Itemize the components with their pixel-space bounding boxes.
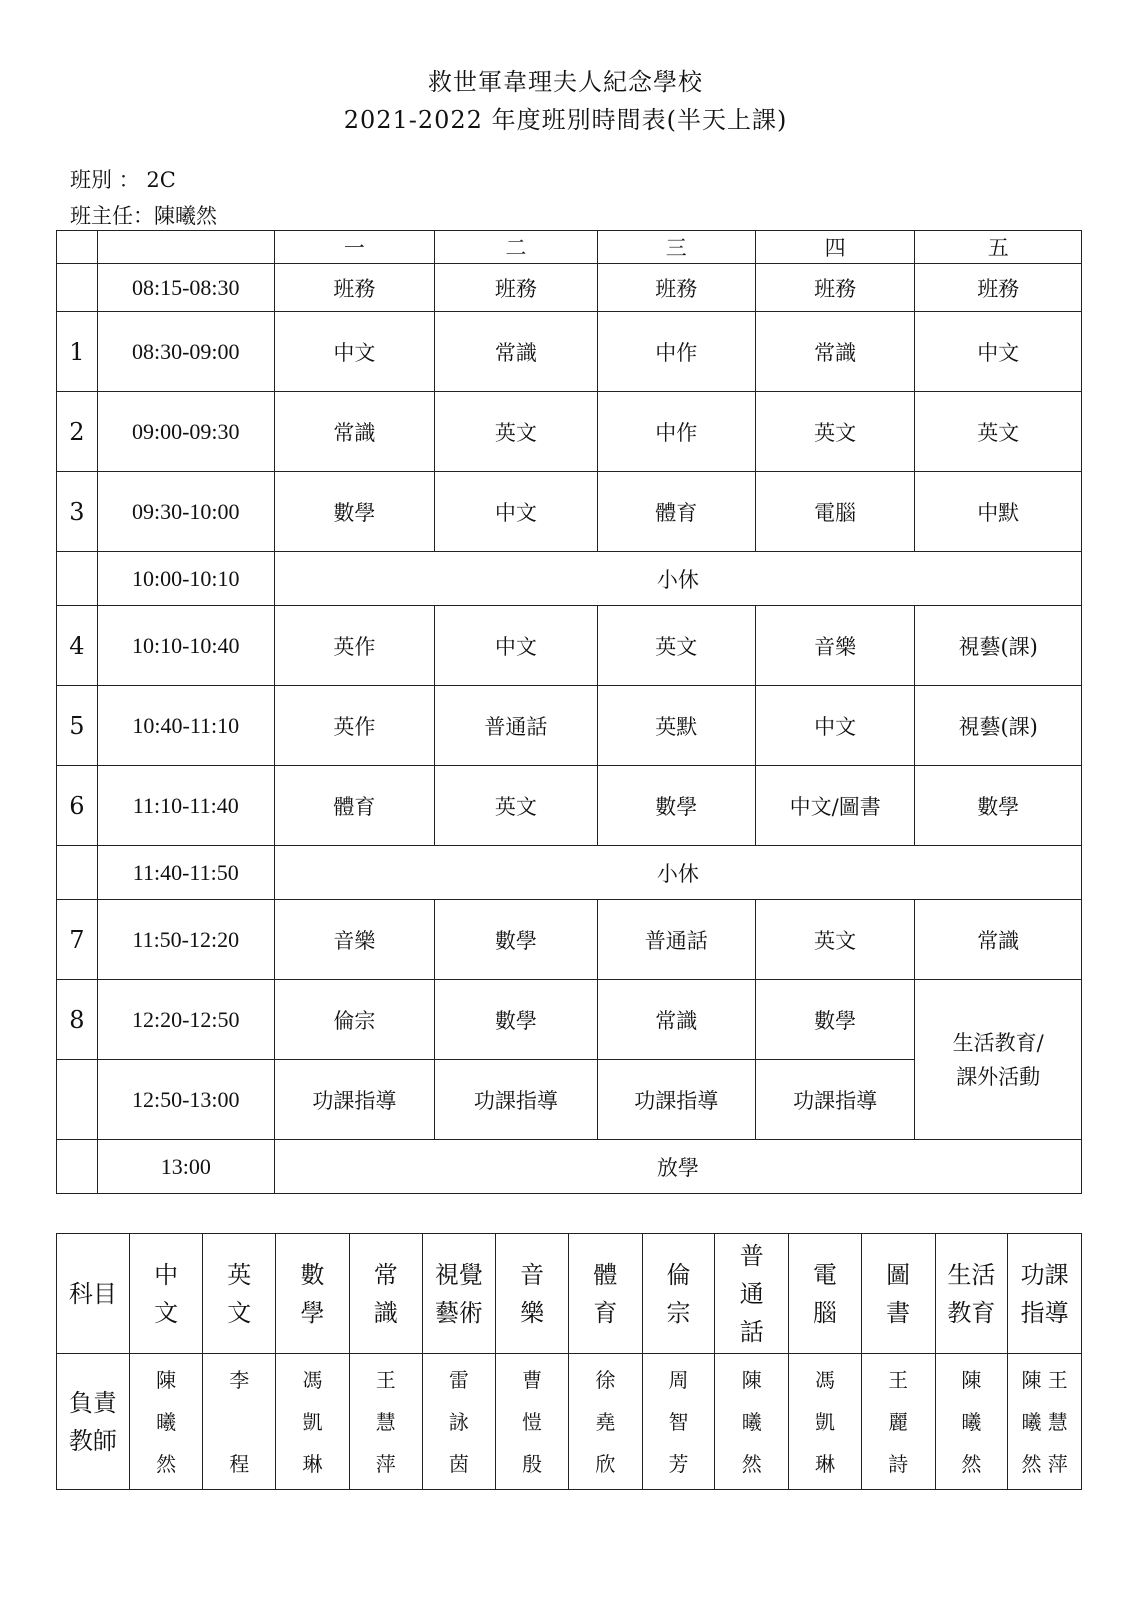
teacher-name: 陳 曦 然 <box>715 1354 789 1490</box>
period-row <box>57 606 1082 686</box>
period-row <box>57 766 1082 846</box>
period-row <box>57 312 1082 392</box>
lesson-cell: 班務 <box>597 264 755 312</box>
subject-name: 數 學 <box>276 1234 350 1354</box>
lesson-cell: 班務 <box>435 264 597 312</box>
lesson-cell: 英文 <box>435 766 597 846</box>
lesson-cell: 中文 <box>755 686 914 766</box>
lesson-cell: 功課指導 <box>435 1060 597 1140</box>
period-row <box>57 900 1082 980</box>
period-row <box>57 392 1082 472</box>
lesson-cell: 中文 <box>435 606 597 686</box>
time-slot: 12:20-12:50 <box>97 980 274 1060</box>
day-header: 五 <box>915 231 1082 264</box>
lesson-cell: 常識 <box>915 900 1082 980</box>
period-number <box>57 552 98 606</box>
lesson-cell: 英作 <box>274 686 434 766</box>
teacher-name: 馮 凱 琳 <box>276 1354 350 1490</box>
lesson-cell: 體育 <box>274 766 434 846</box>
teacher-name: 王 慧 萍 <box>349 1354 422 1490</box>
lesson-cell: 數學 <box>755 980 914 1060</box>
time-slot: 09:30-10:00 <box>97 472 274 552</box>
time-slot: 08:30-09:00 <box>97 312 274 392</box>
lesson-cell: 英默 <box>597 686 755 766</box>
lesson-cell: 常識 <box>274 392 434 472</box>
period-row <box>57 980 1082 1060</box>
period-row <box>57 686 1082 766</box>
blank-cell <box>57 231 98 264</box>
period-number: 8 <box>57 980 98 1060</box>
lesson-cell: 英文 <box>755 900 914 980</box>
time-slot: 13:00 <box>97 1140 274 1194</box>
lesson-cell: 視藝(課) <box>915 606 1082 686</box>
lesson-cell: 生活教育/ 課外活動 <box>915 980 1082 1140</box>
subject-name: 電 腦 <box>789 1234 862 1354</box>
lesson-cell: 數學 <box>915 766 1082 846</box>
period-number: 3 <box>57 472 98 552</box>
subject-name: 圖 書 <box>861 1234 935 1354</box>
period-number: 6 <box>57 766 98 846</box>
day-header: 三 <box>597 231 755 264</box>
teacher-name: 李 程 <box>203 1354 276 1490</box>
subject-name: 音 樂 <box>496 1234 569 1354</box>
time-slot: 12:50-13:00 <box>97 1060 274 1140</box>
class-timetable <box>56 230 1082 1194</box>
subject-header: 科目 <box>57 1234 130 1354</box>
lesson-cell: 中文/圖書 <box>755 766 914 846</box>
teacher-name: 曹 愷 殷 <box>496 1354 569 1490</box>
homeroom-row <box>57 264 1082 312</box>
class-teacher-label: 班主任：陳曦然 <box>70 204 217 228</box>
subject-name: 倫 宗 <box>642 1234 715 1354</box>
lesson-cell: 中文 <box>274 312 434 392</box>
lesson-cell: 常識 <box>755 312 914 392</box>
lesson-cell: 常識 <box>597 980 755 1060</box>
time-slot: 11:50-12:20 <box>97 900 274 980</box>
lesson-cell: 功課指導 <box>755 1060 914 1140</box>
subject-name: 普 通 話 <box>715 1234 789 1354</box>
lesson-cell: 音樂 <box>755 606 914 686</box>
time-slot: 10:00-10:10 <box>97 552 274 606</box>
period-number <box>57 1060 98 1140</box>
time-slot: 11:10-11:40 <box>97 766 274 846</box>
lesson-cell: 數學 <box>435 980 597 1060</box>
lesson-cell: 英文 <box>915 392 1082 472</box>
day-header: 四 <box>755 231 914 264</box>
teacher-name: 徐 堯 欣 <box>568 1354 642 1490</box>
lesson-cell: 中作 <box>597 392 755 472</box>
lesson-cell: 數學 <box>597 766 755 846</box>
dismissal-cell: 放學 <box>274 1140 1081 1194</box>
subject-row <box>57 1234 1082 1354</box>
day-header: 一 <box>274 231 434 264</box>
lesson-cell: 數學 <box>435 900 597 980</box>
teacher-name: 雷 詠 茵 <box>422 1354 496 1490</box>
time-slot: 09:00-09:30 <box>97 392 274 472</box>
lesson-cell: 班務 <box>274 264 434 312</box>
day-header-row <box>57 231 1082 264</box>
lesson-cell: 中文 <box>915 312 1082 392</box>
break-row <box>57 846 1082 900</box>
lesson-cell: 中作 <box>597 312 755 392</box>
period-number <box>57 264 98 312</box>
period-number <box>57 846 98 900</box>
break-cell: 小休 <box>274 846 1081 900</box>
subject-name: 英 文 <box>203 1234 276 1354</box>
lesson-cell: 英文 <box>435 392 597 472</box>
dismissal-row <box>57 1140 1082 1194</box>
lesson-cell: 功課指導 <box>274 1060 434 1140</box>
day-header: 二 <box>435 231 597 264</box>
period-row <box>57 472 1082 552</box>
lesson-cell: 英文 <box>755 392 914 472</box>
lesson-cell: 班務 <box>915 264 1082 312</box>
subject-name: 體 育 <box>568 1234 642 1354</box>
time-slot: 08:15-08:30 <box>97 264 274 312</box>
period-number: 4 <box>57 606 98 686</box>
period-number: 5 <box>57 686 98 766</box>
period-number: 1 <box>57 312 98 392</box>
lesson-cell: 功課指導 <box>597 1060 755 1140</box>
teacher-name: 馮 凱 琳 <box>789 1354 862 1490</box>
teacher-row <box>57 1354 1082 1490</box>
subject-name: 視覺 藝術 <box>422 1234 496 1354</box>
period-number: 2 <box>57 392 98 472</box>
lesson-cell: 音樂 <box>274 900 434 980</box>
lesson-cell: 班務 <box>755 264 914 312</box>
teacher-name: 陳 曦 然 <box>129 1354 203 1490</box>
lesson-cell: 體育 <box>597 472 755 552</box>
time-slot: 10:10-10:40 <box>97 606 274 686</box>
lesson-cell: 普通話 <box>597 900 755 980</box>
period-number: 7 <box>57 900 98 980</box>
subject-name: 中 文 <box>129 1234 203 1354</box>
teacher-header: 負責 教師 <box>57 1354 130 1490</box>
time-slot: 10:40-11:10 <box>97 686 274 766</box>
lesson-cell: 視藝(課) <box>915 686 1082 766</box>
subject-name: 生活 教育 <box>935 1234 1008 1354</box>
subject-name: 功課 指導 <box>1008 1234 1082 1354</box>
school-name: 救世軍韋理夫人紀念學校 <box>428 68 703 96</box>
break-cell: 小休 <box>274 552 1081 606</box>
subject-name: 常 識 <box>349 1234 422 1354</box>
class-label: 班別 ： 2C <box>70 168 176 192</box>
break-row <box>57 552 1082 606</box>
lesson-cell: 英作 <box>274 606 434 686</box>
lesson-cell: 常識 <box>435 312 597 392</box>
subject-teacher-table <box>56 1233 1082 1490</box>
lesson-cell: 數學 <box>274 472 434 552</box>
lesson-cell: 倫宗 <box>274 980 434 1060</box>
teacher-name: 陳 曦 然 <box>935 1354 1008 1490</box>
lesson-cell: 普通話 <box>435 686 597 766</box>
lesson-cell: 中默 <box>915 472 1082 552</box>
lesson-cell: 電腦 <box>755 472 914 552</box>
timetable-title: 2021-2022 年度班別時間表(半天上課) <box>343 106 788 134</box>
teacher-name: 陳 王 曦 慧 然 萍 <box>1008 1354 1082 1490</box>
blank-cell <box>97 231 274 264</box>
time-slot: 11:40-11:50 <box>97 846 274 900</box>
period-number <box>57 1140 98 1194</box>
lesson-cell: 中文 <box>435 472 597 552</box>
teacher-name: 周 智 芳 <box>642 1354 715 1490</box>
lesson-cell: 英文 <box>597 606 755 686</box>
teacher-name: 王 麗 詩 <box>861 1354 935 1490</box>
